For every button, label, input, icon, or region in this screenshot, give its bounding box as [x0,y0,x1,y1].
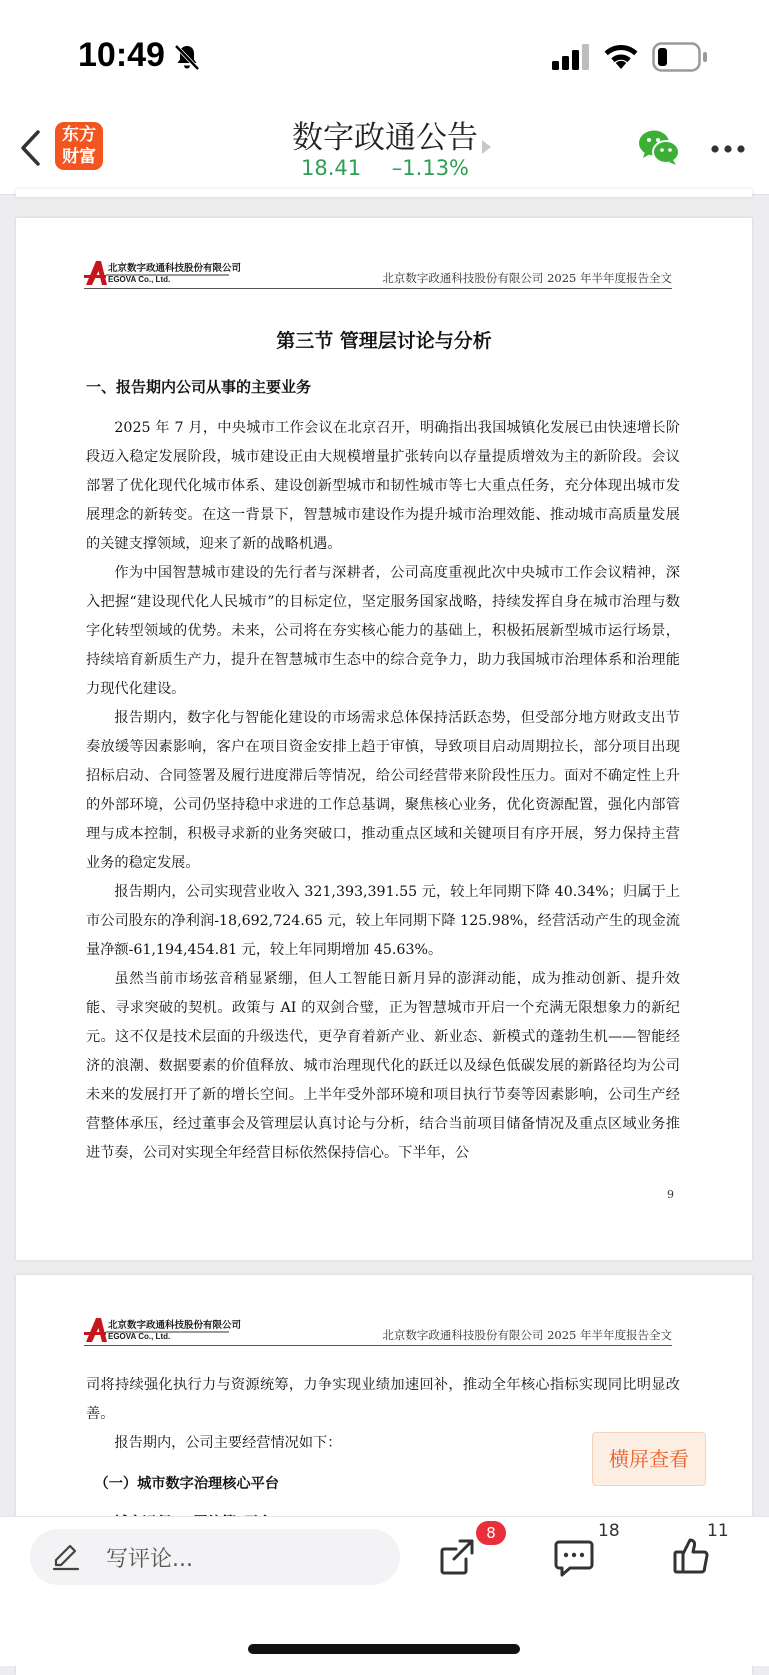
section-title: 第三节 管理层讨论与分析 [276,330,492,352]
comment-count: 18 [598,1521,620,1541]
paragraph: 虽然当前市场弦音稍显紧绷，但人工智能日新月异的澎湃动能，成为推动创新、提升效能、寻求突破的契机。政策与 AI 的双剑合璧，正为智慧城市开启一个充满无限想象力的新纪元。这不仅是技术层面的升级迭代，更孕育着新产业、新业态、新模式的蓬勃生机——智能经济的浪潮、数据要素的价值释放、城市治理现代化的跃迁以及绿色低碳发展的新路径均为公司未来的发展打开了新的增长空间。上半年受外部环境和项目执行节奏等因素影响，公司生产经营整体承压，经过董事会及管理层认真讨论与分析，结合当前项目储备情况及重点区域业务推进节奏，公司对实现全年经营目标依然保持信心。下半年，公 [86,971,680,1161]
home-indicator [248,1644,520,1654]
share-icon[interactable] [438,1537,476,1577]
bell-muted-icon [172,42,202,72]
share-badge: 8 [476,1521,506,1545]
paragraph: 报告期内，数字化与智能化建设的市场需求总体保持活跃态势，但受部分地方财政支出节奏放缓等因素影响，客户在项目资金安排上趋于审慎，导致项目启动周期拉长，部分项目出现招标启动、合同签署及履行进度滞后等情况，给公司经营带来阶段性压力。面对不确定性上升的外部环境，公司仍坚持稳中求进的工作总基调，聚焦核心业务，优化资源配置，强化内部管理与成本控制，积极寻求新的业务突破口，推动重点区域和关键项目有序开展，努力保持主营业务的稳定发展。 [86,710,680,871]
pencil-icon [52,1543,80,1571]
app-logo[interactable]: 东方财富 [55,122,103,170]
battery-icon [652,42,708,72]
body-text [86,1371,680,1538]
logo-text-en: EGOVA Co., Ltd. [108,1332,171,1341]
stock-quote [200,156,570,180]
body-text [86,414,680,1168]
logo-text-cn: 北京数字政通科技股份有限公司 [108,1320,242,1331]
paragraph: 报告期内，公司主要经营情况如下： [114,1435,342,1451]
comment-icon[interactable] [554,1539,594,1577]
comment-input[interactable] [30,1529,400,1585]
document-page[interactable] [16,218,752,1260]
cellular-signal-icon [552,44,592,70]
stock-price: 18.41 [300,156,362,180]
expand-arrow-icon[interactable] [482,140,491,154]
more-options-icon[interactable] [710,144,746,154]
paragraph: 2025 年 7 月，中央城市工作会议在北京召开，明确指出我国城镇化发展已由快速增长阶段迈入稳定发展阶段，城市建设正由大规模增量扩张转向以存量提质增效为主的新阶段。会议部署了优化现代化城市体系、建设创新型城市和韧性城市等七大重点任务，充分体现出城市发展理念的新转变。在这一背景下，智慧城市建设作为提升城市治理效能、推动城市高质量发展的关键支撑领域，迎来了新的战略机遇。 [86,420,680,552]
paragraph: 作为中国智慧城市建设的先行者与深耕者，公司高度重视此次中央城市工作会议精神，深入把握“建设现代化人民城市”的目标定位，坚定服务国家战略，持续发挥自身在城市治理与数字化转型领域的优势。未来，公司将在夯实核心能力的基础上，积极拓展新型城市运行场景，持续培育新质生产力，提升在智慧城市生态中的综合竞争力，助力我国城市治理体系和治理能力现代化建设。 [86,565,680,697]
page-header-text: 北京数字政通科技股份有限公司 2025 年半年度报告全文 [382,271,672,285]
landscape-view-button[interactable]: 横屏查看 [592,1432,706,1486]
wechat-share-icon[interactable] [637,128,681,168]
wifi-icon [603,42,639,70]
company-logo [84,1317,242,1343]
back-chevron-icon[interactable] [18,128,44,168]
logo-text-en: EGOVA Co., Ltd. [108,275,171,284]
company-logo [84,260,242,286]
thumbs-up-icon[interactable] [672,1535,712,1575]
like-count: 11 [707,1521,729,1541]
bottom-bar [0,1516,769,1666]
paragraph: 报告期内，公司实现营业收入 321,393,391.55 元，较上年同期下降 40.34%；归属于上市公司股东的净利润-18,692,724.65 元，较上年同期下降 125.98%，经营活动产生的现金流量净额-61,194,454.81 元，较上年同期增加 45.63%。 [86,884,680,958]
page-header-text: 北京数字政通科技股份有限公司 2025 年半年度报告全文 [382,1328,672,1342]
status-bar [0,0,769,110]
heading: （一）城市数字治理核心平台 [94,1476,279,1492]
nav-bar [0,100,769,195]
logo-text-cn: 北京数字政通科技股份有限公司 [108,263,242,274]
paragraph: 司将持续强化执行力与资源统筹，力争实现业绩加速回补，推动全年核心指标实现同比明显改善。 [86,1377,680,1422]
page-number: 9 [667,1188,674,1201]
previous-page-edge [16,189,752,197]
header-divider [84,1345,672,1346]
subsection-title: 一、报告期内公司从事的主要业务 [86,378,312,396]
header-divider [84,288,672,289]
stock-title: 数字政通公告 [292,120,478,156]
status-time: 10:49 [78,36,165,74]
stock-change: –1.13% [391,156,470,180]
comment-placeholder: 写评论... [106,1547,193,1572]
